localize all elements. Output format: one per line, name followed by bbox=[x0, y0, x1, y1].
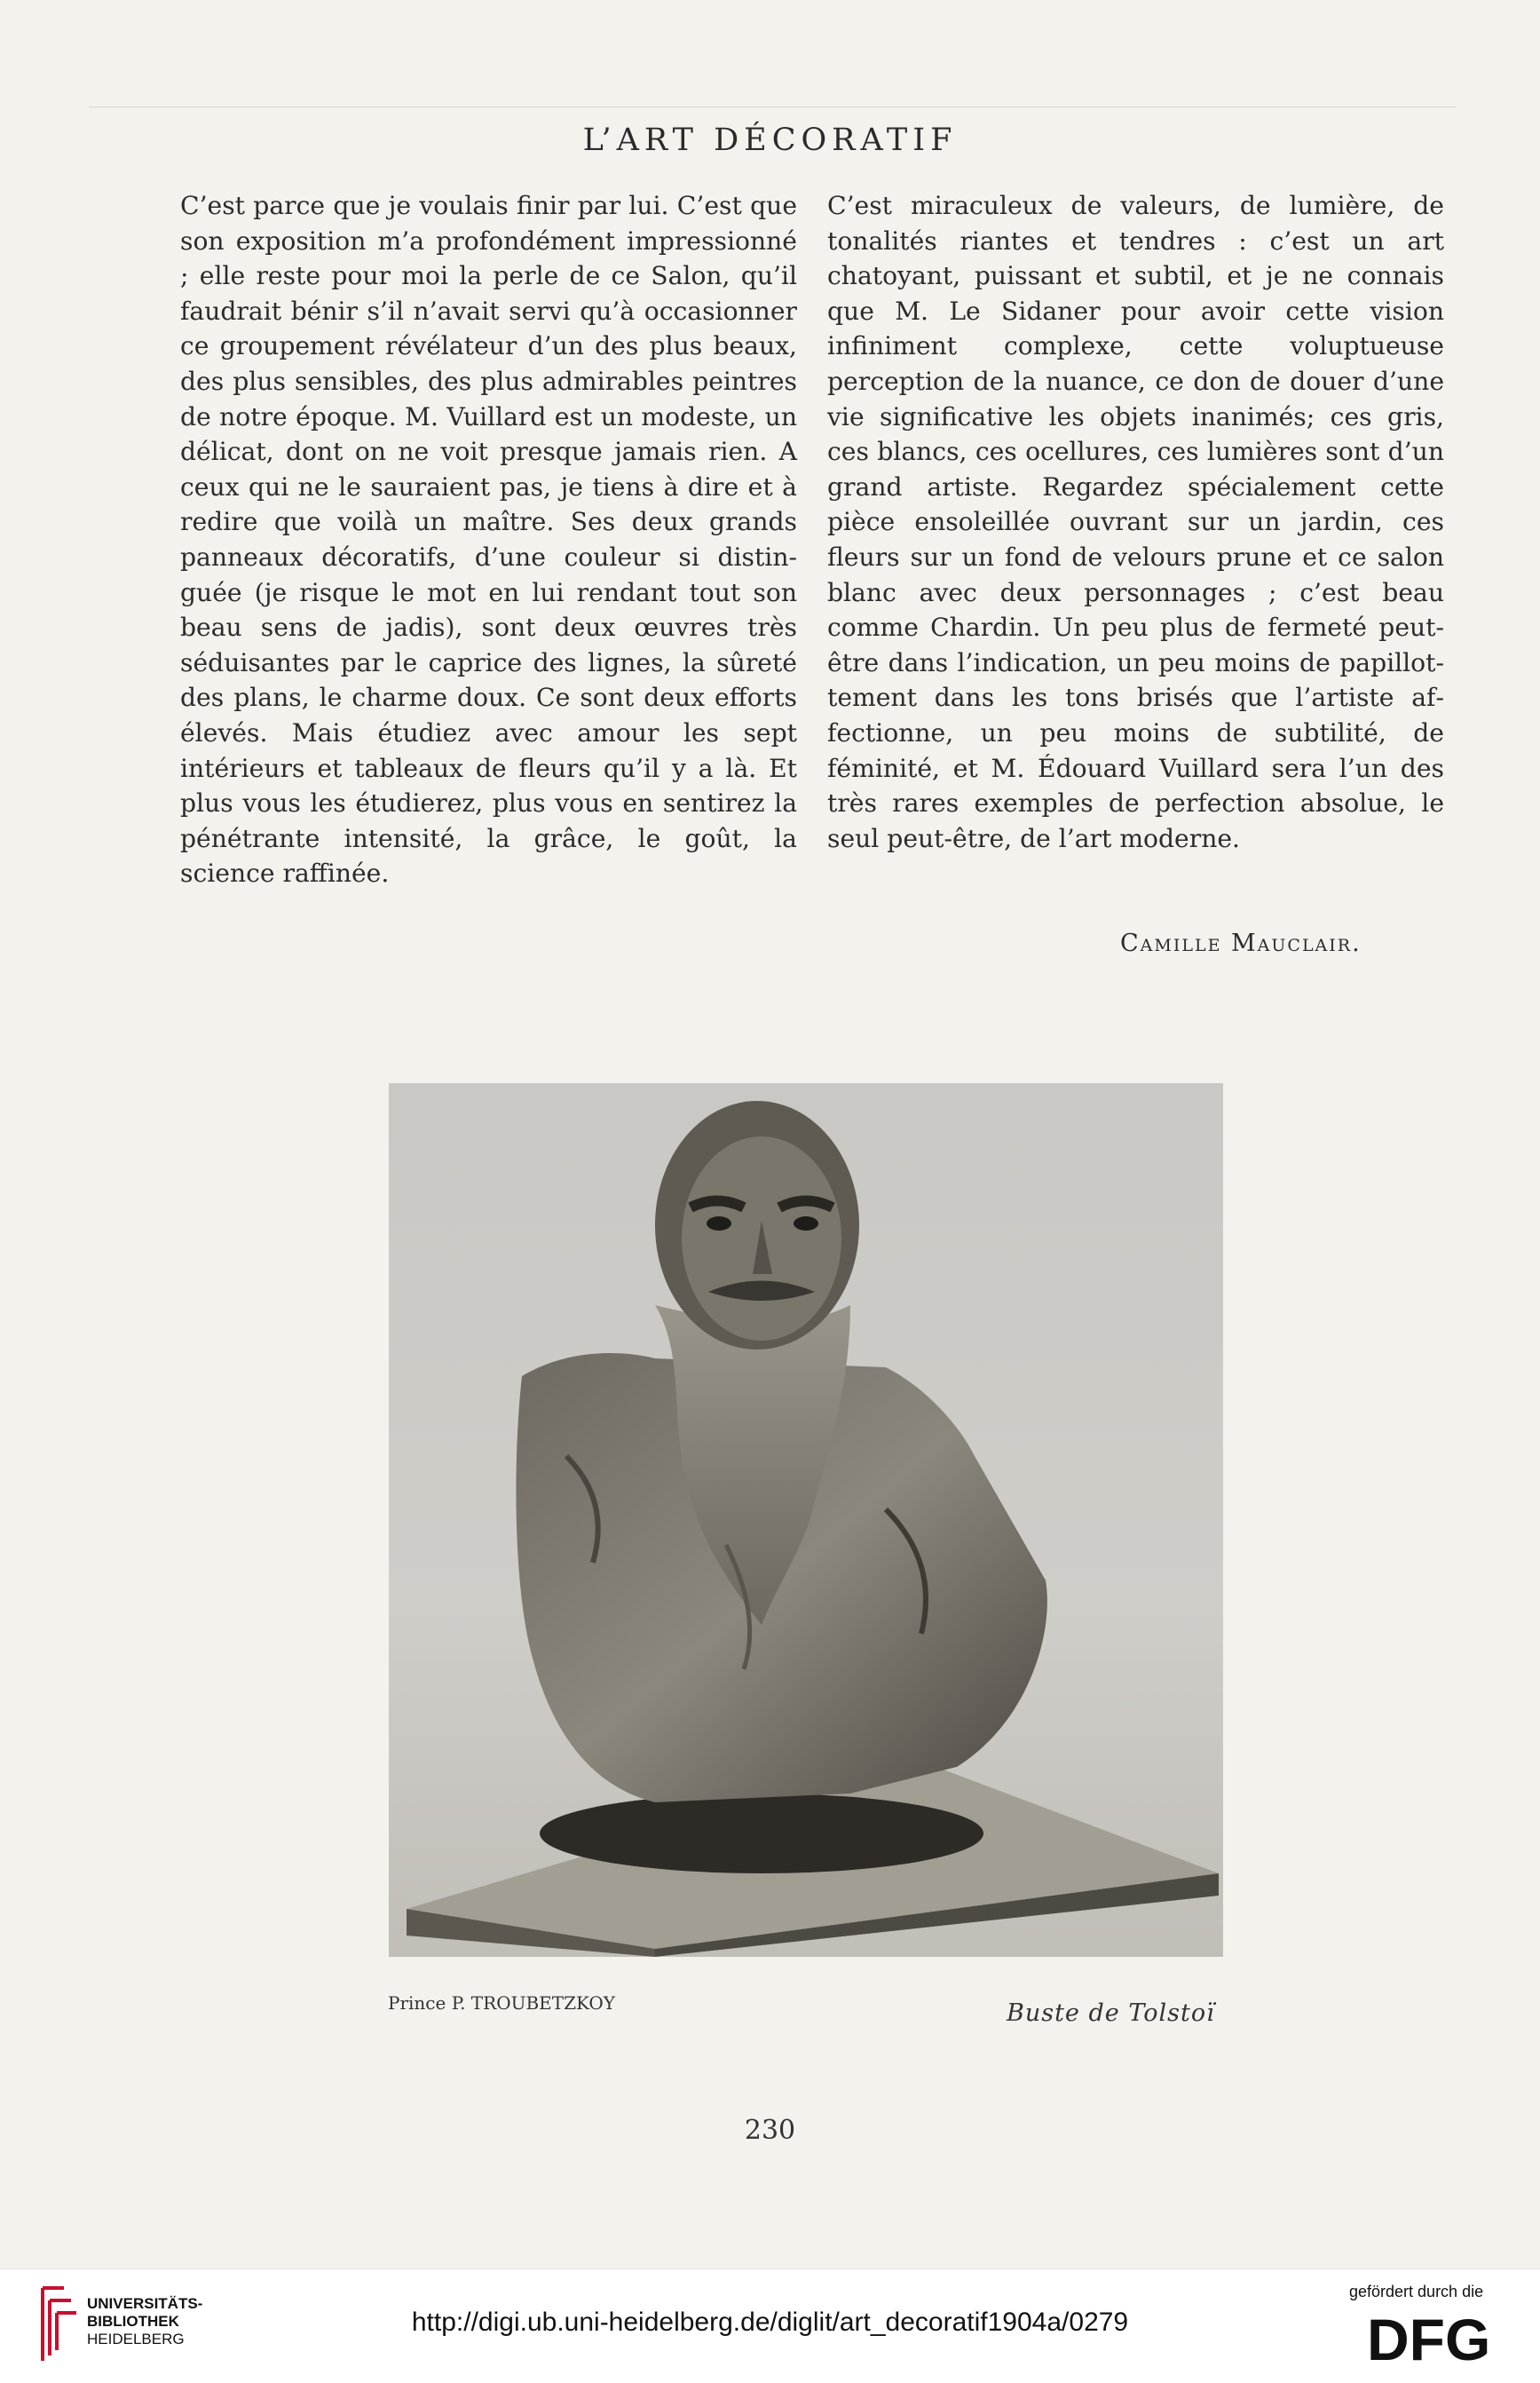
permalink-url[interactable]: http://digi.ub.uni-heidelberg.de/diglit/art_decoratif1904a/0279 bbox=[411, 2308, 1129, 2337]
running-header: L’ART DÉCORATIF bbox=[582, 123, 958, 158]
library-line-1: UNIVERSITÄTS- bbox=[87, 2295, 203, 2312]
sculpture-photograph bbox=[389, 1083, 1223, 1957]
article-paragraph-right: C’est miraculeux de valeurs, de lumière, de tonalités riantes et tendres : c’est un art chatoyant, puissant et subtil, et je ne connais que M. Le Sidaner pour avoir cette vision infiniment complexe, cette voluptueuse perception de la nuance, ce don de douer d’une vie significative les objets inanimés; ces gris, ces blancs, ces ocellures, ces lumières sont d’un grand artiste. Regardez spécialement cette pièce ensoleillée ouvrant sur un jardin, ces fleurs sur un fond de velours prune et ce salon blanc avec deux personnages ; c’est beau comme Chardin. Un peu plus de fermeté peut-être dans l’indication, un peu moins de papillottement dans les tons brisés que l’artiste affectionne, un peu moins de subtilité, de féminité, et M. Édouard Vuillard sera l’un des très rares exemples de perfection absolue, le seul peut-être, de l’art moderne. bbox=[827, 191, 1444, 853]
figure-caption-title: Buste de Tolstoï bbox=[1007, 1999, 1215, 2027]
dfg-logo-text: DFG bbox=[1367, 2308, 1491, 2365]
funded-by-label: gefördert durch die bbox=[1349, 2283, 1484, 2300]
page-number: 230 bbox=[744, 2115, 796, 2146]
article-paragraph-left: C’est parce que je voulais finir par lui. C’est que son exposition m’a profondément impressionné ; elle reste pour moi la perle de ce Salon, qu’il faudrait bénir s’il n’avait servi qu’à occasionner ce groupement révélateur d’un des plus beaux, des plus sensibles, des plus admirables peintres de notre époque. M. Vuillard est un modeste, un délicat, dont on ne voit presque jamais rien. A ceux qui ne le sauraient pas, je tiens à dire et à redire que voilà un maître. Ses deux grands panneaux décoratifs, d’une couleur si distinguée (je risque le mot en lui rendant tout son beau sens de jadis), sont deux œuvres très séduisantes par le caprice des lignes, la sûreté des plans, le charme doux. Ce sont deux efforts élevés. Mais étudiez avec amour les sept intérieurs et tableaux de fleurs qu’il y a là. Et plus vous les étudierez, plus vous en sentirez la pénétrante intensité, la grâce, le goût, la science raffinée. bbox=[180, 191, 797, 889]
dfg-logo-icon bbox=[1367, 2308, 1520, 2365]
article-column-left bbox=[180, 188, 797, 891]
article-column-right bbox=[827, 188, 1444, 856]
bust-illustration bbox=[389, 1083, 1223, 1957]
figure-caption-artist: Prince P. TROUBETZKOY bbox=[388, 1992, 615, 2014]
library-line-3: HEIDELBERG bbox=[87, 2331, 185, 2347]
library-line-2: BIBLIOTHEK bbox=[87, 2313, 179, 2330]
author-signature: Camille Mauclair. bbox=[1120, 930, 1362, 957]
